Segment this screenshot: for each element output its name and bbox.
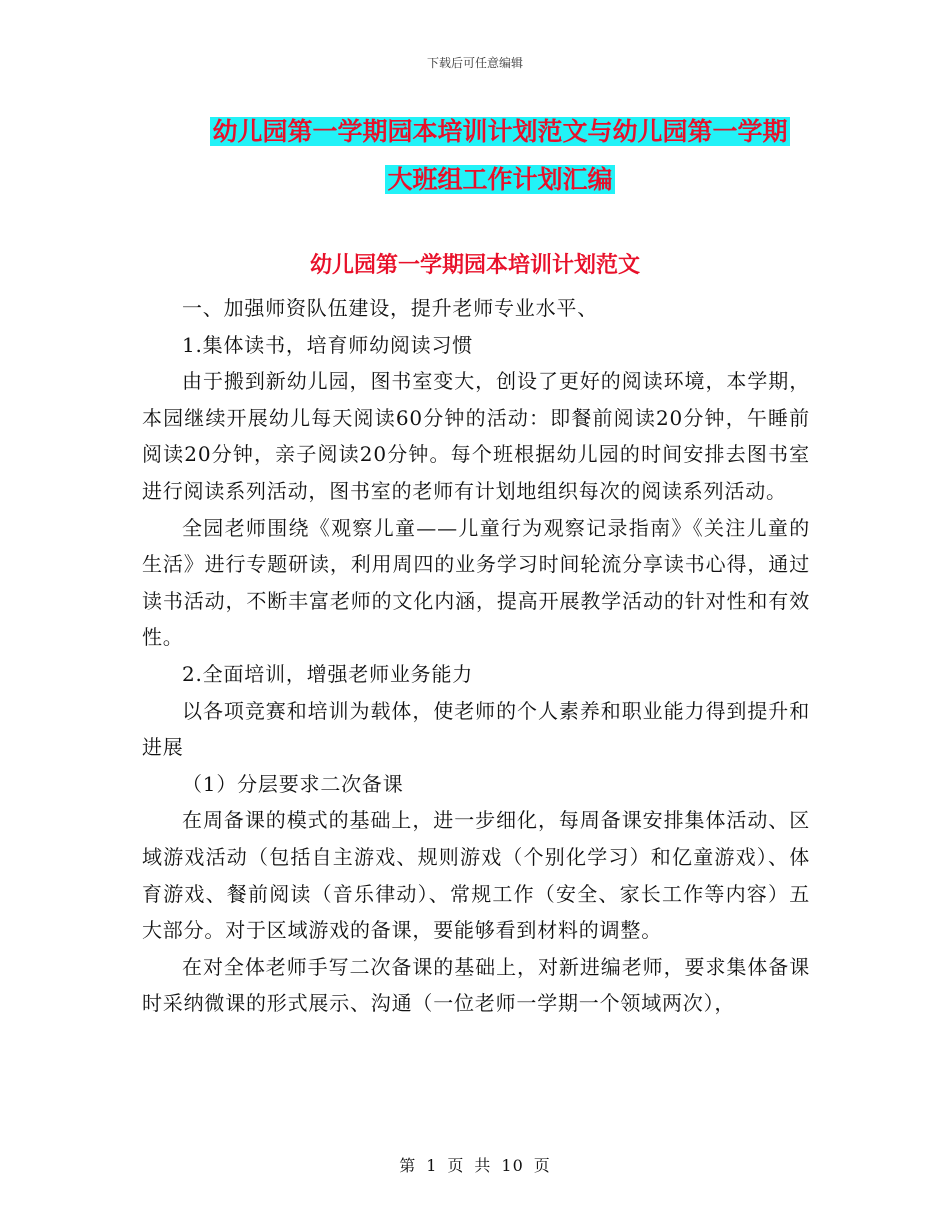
- paragraph-reading-environment: 由于搬到新幼儿园，图书室变大，创设了更好的阅读环境，本学期，本园继续开展幼儿每天阅读60分钟的活动：即餐前阅读20分钟，午睡前阅读20分钟，亲子阅读20分钟。每个班根据幼儿园的时间安排去图书室进行阅读系列活动，图书室的老师有计划地组织每次的阅读系列活动。: [142, 369, 810, 503]
- heading-teacher-team: 一、加强师资队伍建设，提升老师专业水平、: [182, 296, 598, 320]
- subheading-lesson-prep: （1）分层要求二次备课: [182, 771, 404, 796]
- document-title: [100, 108, 900, 204]
- footer-prefix: 第: [399, 1156, 417, 1175]
- paragraph-topic-study: 全园老师围绕《观察儿童——儿童行为观察记录指南》《关注儿童的生活》进行专题研读，利用周四的业务学习时间轮流分享读书心得，通过读书活动，不断丰富老师的文化内涵，提高开展教学活动的针对性和有效性。: [142, 515, 810, 650]
- document-body: [142, 290, 810, 1022]
- footer-page-number: 1: [426, 1156, 438, 1175]
- footer-page-unit: 页: [447, 1156, 465, 1175]
- paragraph-weekly-prep: 在周备课的模式的基础上，进一步细化，每周备课安排集体活动、区域游戏活动（包括自主游戏、规则游戏（个别化学习）和亿童游戏）、体育游戏、餐前阅读（音乐律动）、常规工作（安全、家长工作等内容）五大部分。对于区域游戏的备课，要能够看到材料的调整。: [142, 808, 810, 943]
- subheading-comprehensive-training: 2.全面培训，增强老师业务能力: [182, 661, 474, 686]
- subheading-collective-reading: 1.集体读书，培育师幼阅读习惯: [182, 332, 474, 357]
- page-footer: [0, 1153, 950, 1176]
- document-title-line-2: 大班组工作计划汇编: [387, 165, 613, 194]
- paragraph-competitions: 以各项竞赛和培训为载体，使老师的个人素养和职业能力得到提升和进展: [142, 698, 810, 760]
- footer-total-prefix: 共: [474, 1156, 492, 1175]
- header-note: 下载后可任意编辑: [426, 56, 523, 70]
- section-title: 幼儿园第一学期园本培训计划范文: [309, 252, 640, 278]
- footer-total-unit: 页: [533, 1156, 551, 1175]
- footer-total-pages: 10: [501, 1156, 524, 1175]
- document-title-line-1: 幼儿园第一学期园本培训计划范文与幼儿园第一学期: [212, 117, 788, 146]
- paragraph-micro-lessons: 在对全体老师手写二次备课的基础上，对新进编老师，要求集体备课时采纳微课的形式展示、沟通（一位老师一学期一个领域两次），: [142, 954, 810, 1016]
